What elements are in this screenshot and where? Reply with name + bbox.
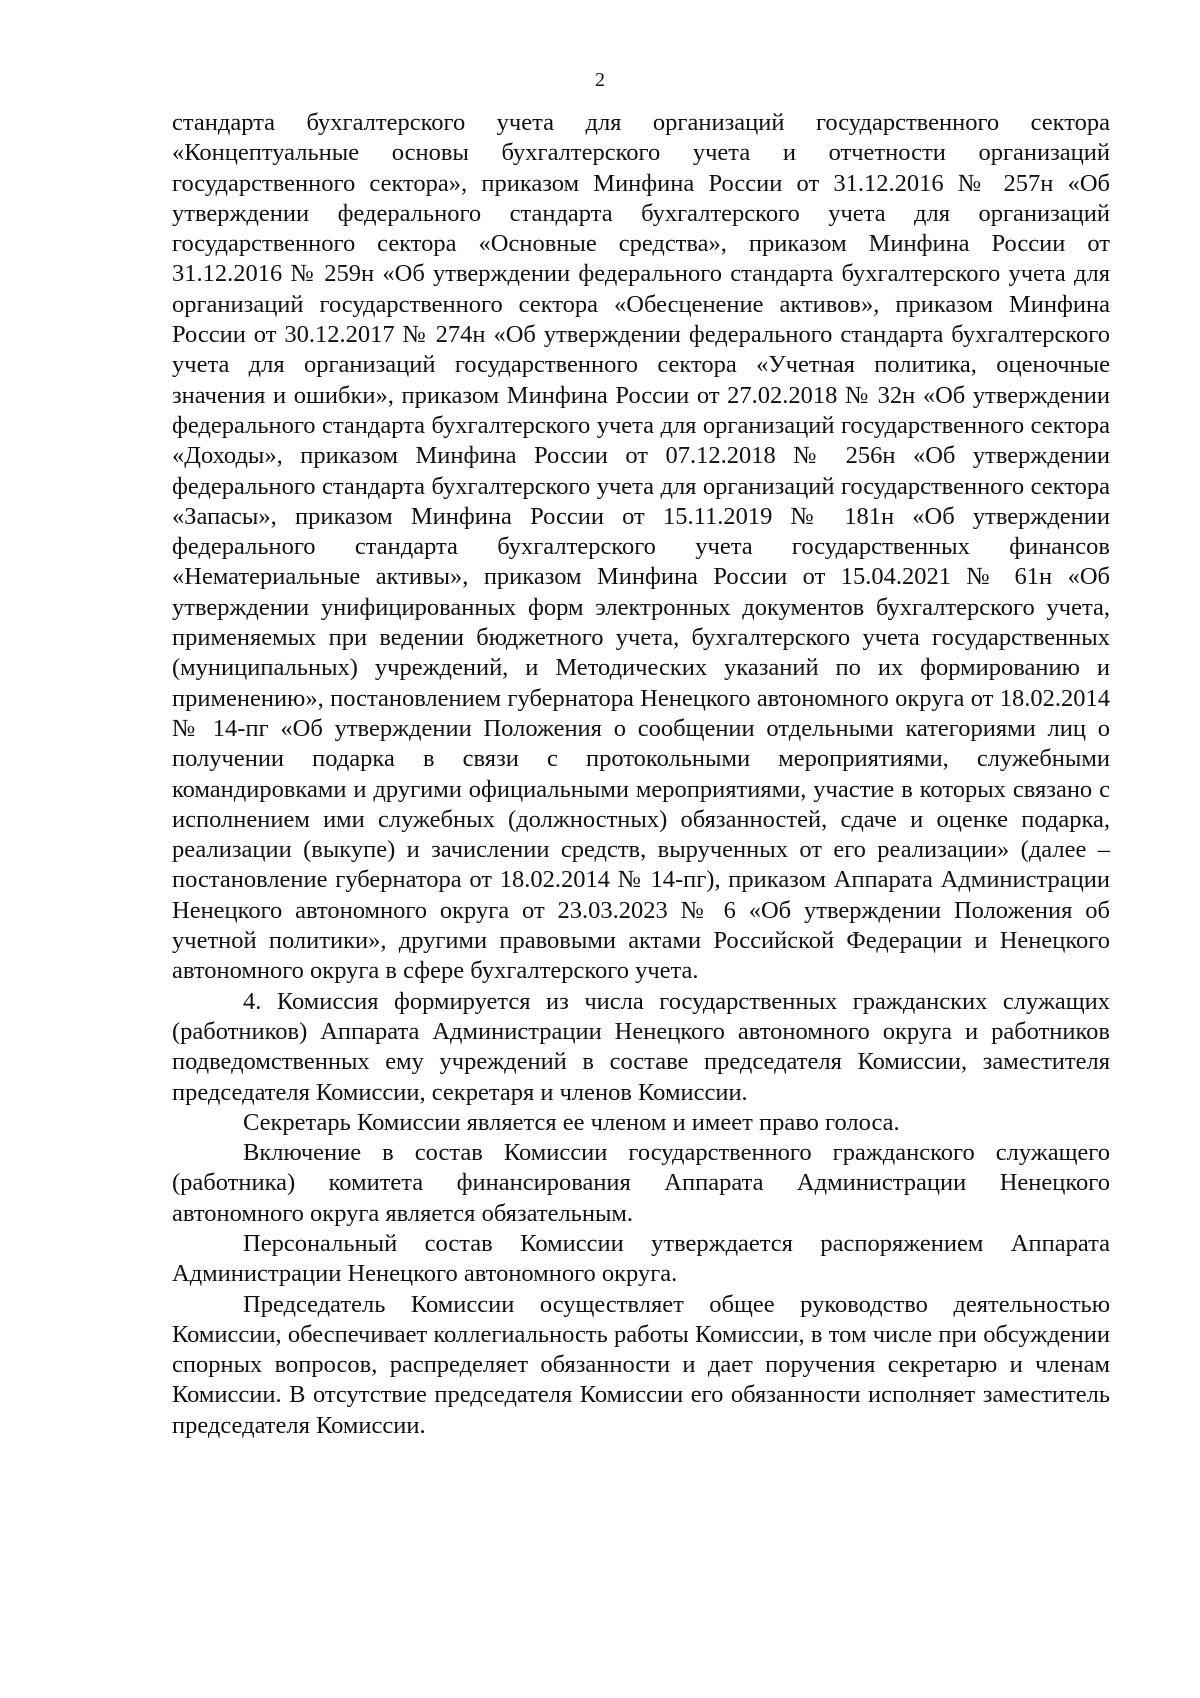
paragraph-continuation: стандарта бухгалтерского учета для организаций государственного сектора «Концептуальные основы бухгалтерского учета и отчетности организаций государственного сектора», приказом Минфина России от 31.12.2016 № 257н «Об утверждении федерального стандарта бухгалтерского учета для организаций государственного сектора «Основные средства», приказом Минфина России от 31.12.2016 № 259н «Об утверждении федерального стандарта бухгалтерского учета для организаций государственного сектора «Обесценение активов», приказом Минфина России от 30.12.2017 № 274н «Об утверждении федерального стандарта бухгалтерского учета для организаций государственного сектора «Учетная политика, оценочные значения и ошибки», приказом Минфина России от 27.02.2018 № 32н «Об утверждении федерального стандарта бухгалтерского учета для организаций государственного сектора «Доходы», приказом Минфина России от 07.12.2018 № 256н «Об утверждении федерального стандарта бухгалтерского учета для организаций государственного сектора «Запасы», приказом Минфина России от 15.11.2019 № 181н «Об утверждении федерального стандарта бухгалтерского учета государственных финансов «Нематериальные активы», приказом Минфина России от 15.04.2021 № 61н «Об утверждении унифицированных форм электронных документов бухгалтерского учета, применяемых при ведении бюджетного учета, бухгалтерского учета государственных (муниципальных) учреждений, и Методических указаний по их формированию и применению», постановлением губернатора Ненецкого автономного округа от 18.02.2014 № 14-пг «Об утверждении Положения о сообщении отдельными категориями лиц о получении подарка в связи с протокольными мероприятиями, служебными командировками и другими официальными мероприятиями, участие в которых связано с исполнением ими служебных (должностных) обязанностей, сдаче и оценке подарка, реализации (выкупе) и зачислении средств, вырученных от его реализации» (далее – постановление губернатора от 18.02.2014 № 14-пг), приказом Аппарата Администрации Ненецкого автономного округа от 23.03.2023 № 6 «Об утверждении Положения об учетной политики», другими правовыми актами Российской Федерации и Ненецкого автономного округа в сфере бухгалтерского учета. (172, 109, 1110, 985)
page-number: 2 (595, 69, 605, 91)
paragraph-item-4: 4. Комиссия формируется из числа государственных гражданских служащих (работников) Аппарата Администрации Ненецкого автономного округа и работников подведомственных ему учреждений в составе председателя Комиссии, заместителя председателя Комиссии, секретаря и членов Комиссии. (172, 987, 1110, 1106)
paragraph-inclusion: Включение в состав Комиссии государственного гражданского служащего (работника) комитета финансирования Аппарата Администрации Ненецкого автономного округа является обязательным. (172, 1139, 1110, 1227)
paragraph-personal-composition: Персональный состав Комиссии утверждается распоряжением Аппарата Администрации Ненецкого автономного округа. (172, 1229, 1110, 1288)
paragraph-secretary: Секретарь Комиссии является ее членом и имеет право голоса. (243, 1108, 900, 1136)
document-body (172, 108, 1110, 1441)
paragraph-chairman: Председатель Комиссии осуществляет общее руководство деятельностью Комиссии, обеспечивает коллегиальность работы Комиссии, в том числе при обсуждении спорных вопросов, распределяет обязанности и дает поручения секретарю и членам Комиссии. В отсутствие председателя Комиссии его обязанности исполняет заместитель председателя Комиссии. (172, 1290, 1110, 1439)
